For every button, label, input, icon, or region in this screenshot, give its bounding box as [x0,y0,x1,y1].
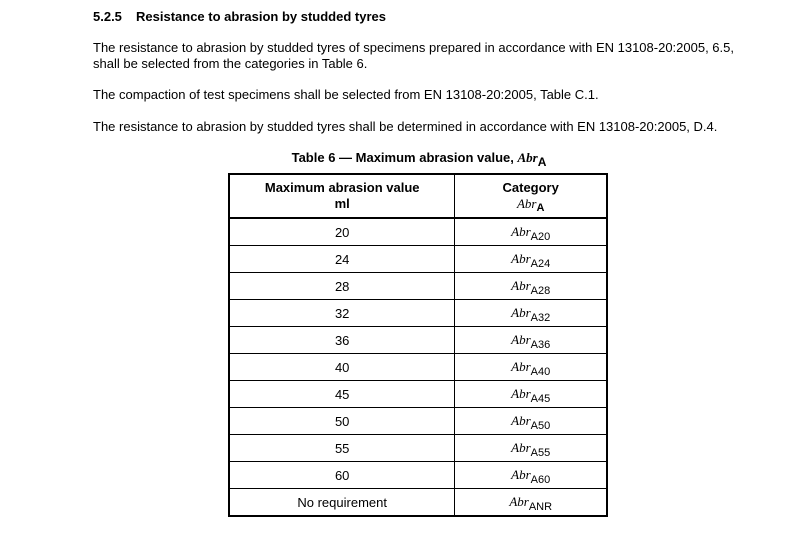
paragraph-line: shall be selected from the categories in Table 6. [93,56,368,71]
header-category-symbol-wrap [455,196,606,213]
category-cell [455,408,607,435]
section-heading [93,9,386,24]
category-subscript: A36 [530,339,551,351]
category-cell [455,354,607,381]
max-abrasion-value-cell: 28 [229,273,455,300]
max-abrasion-value-cell: 55 [229,435,455,462]
header-category-subscript: A [536,201,545,214]
category-cell [455,462,607,489]
max-abrasion-value-cell: 32 [229,300,455,327]
table-row [229,435,607,462]
table-row [229,246,607,273]
category-symbol: Abr [511,278,531,293]
table-row [229,327,607,354]
max-abrasion-value-cell: No requirement [229,489,455,517]
abrasion-table [228,173,608,517]
header-max-abrasion-label: Maximum abrasion value [264,180,420,195]
category-cell [455,381,607,408]
max-abrasion-value-cell: 36 [229,327,455,354]
header-max-abrasion [229,174,455,218]
section-title: Resistance to abrasion by studded tyres [136,9,386,24]
table-body [229,218,607,516]
section-number: 5.2.5 [93,9,122,24]
category-subscript: A28 [530,285,551,297]
category-cell [455,273,607,300]
paragraph-determination: The resistance to abrasion by studded tyres shall be determined in accordance with EN 13108-20:2005, D.4. [93,119,718,134]
table-row [229,489,607,517]
category-cell [455,435,607,462]
table-caption-text: Table 6 — Maximum abrasion value, [291,150,514,165]
category-subscript: A20 [530,231,551,243]
table-row [229,300,607,327]
table-row [229,273,607,300]
paragraph-compaction: The compaction of test specimens shall be selected from EN 13108-20:2005, Table C.1. [93,87,599,102]
table-row [229,408,607,435]
table-header-row [229,174,607,218]
category-symbol: Abr [511,305,531,320]
max-abrasion-value-cell: 60 [229,462,455,489]
table-row [229,354,607,381]
category-cell [455,489,607,517]
category-subscript: ANR [528,501,553,513]
category-cell [455,327,607,354]
max-abrasion-value-cell: 45 [229,381,455,408]
max-abrasion-value-cell: 24 [229,246,455,273]
category-symbol: Abr [511,467,531,482]
category-subscript: A24 [530,258,551,270]
table-caption-symbol: Abr [517,150,538,165]
category-subscript: A55 [530,447,551,459]
table-row [229,218,607,246]
header-category-label: Category [502,179,559,195]
header-max-abrasion-unit: ml [334,196,350,211]
category-cell [455,246,607,273]
header-category-symbol: Abr [516,195,537,211]
header-category [455,174,607,218]
max-abrasion-value-cell: 20 [229,218,455,246]
table-row [229,381,607,408]
max-abrasion-value-cell: 50 [229,408,455,435]
category-cell [455,300,607,327]
category-subscript: A50 [530,420,551,432]
category-symbol: Abr [511,332,531,347]
category-subscript: A32 [530,312,551,324]
max-abrasion-value-cell: 40 [229,354,455,381]
category-symbol: Abr [511,251,531,266]
table-row [229,462,607,489]
paragraph-categories [93,40,734,72]
category-cell [455,218,607,246]
category-subscript: A60 [530,474,551,486]
category-symbol: Abr [511,359,531,374]
category-subscript: A45 [530,393,551,405]
category-symbol: Abr [511,413,531,428]
category-symbol: Abr [509,494,529,509]
category-symbol: Abr [511,224,531,239]
table-caption [0,150,785,169]
paragraph-line: The resistance to abrasion by studded tyres of specimens prepared in accordance with EN 13108-20:2005, 6.5, [93,40,734,55]
category-symbol: Abr [511,440,531,455]
table-caption-subscript: A [537,155,547,169]
category-symbol: Abr [511,386,531,401]
category-subscript: A40 [530,366,551,378]
